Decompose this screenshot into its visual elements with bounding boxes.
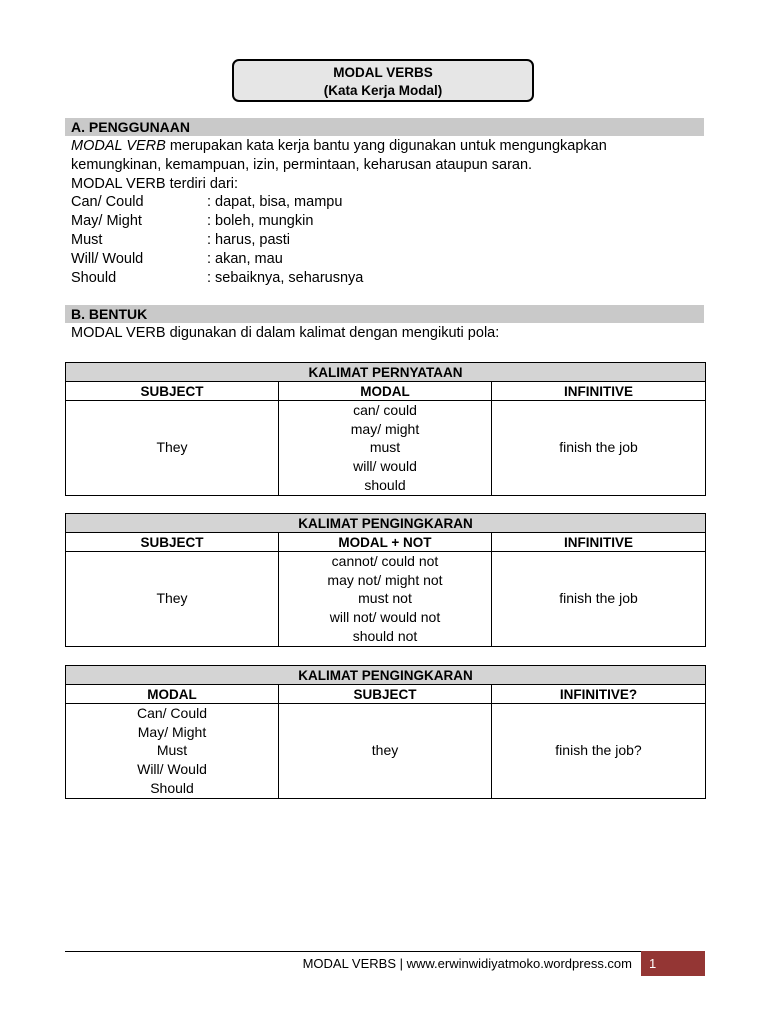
- table-cell: [66, 401, 279, 496]
- cell-line: can/ could: [353, 402, 417, 418]
- cell-line: They: [156, 590, 188, 607]
- pattern-table: [65, 665, 706, 799]
- definition-meaning: : harus, pasti: [207, 232, 291, 248]
- cell-line: must not: [358, 590, 412, 607]
- table-column-header: SUBJECT: [66, 382, 279, 401]
- cell-line: finish the job?: [555, 742, 642, 759]
- section-a-intro-line2: kemungkinan, kemampuan, izin, permintaan, keharusan ataupun saran.: [71, 157, 533, 173]
- modal-verb-term: MODAL VERB: [71, 138, 166, 154]
- cell-line: Can/ Could: [136, 705, 208, 721]
- table-cell: [492, 552, 706, 647]
- section-b-heading: B. BENTUK: [65, 305, 704, 323]
- definition-meaning: : sebaiknya, seharusnya: [207, 270, 364, 286]
- intro-line1-rest: merupakan kata kerja bantu yang digunakan untuk mengungkapkan: [165, 138, 607, 154]
- table-column-header: MODAL + NOT: [279, 533, 492, 552]
- table-cell: [279, 552, 492, 647]
- definition-meaning: : dapat, bisa, mampu: [207, 194, 343, 210]
- table-column-header: SUBJECT: [66, 533, 279, 552]
- table-cell: [492, 401, 706, 496]
- cell-line: may/ might: [350, 420, 420, 437]
- definition-meaning: : boleh, mungkin: [207, 213, 314, 229]
- cell-line: They: [156, 439, 188, 456]
- definition-term: Should: [71, 270, 117, 286]
- table-row: [66, 401, 706, 496]
- cell-line: will not/ would not: [329, 609, 441, 626]
- cell-line: should: [364, 476, 406, 493]
- definition-term: Can/ Could: [71, 194, 144, 210]
- table-column-header: INFINITIVE: [492, 533, 706, 552]
- definition-term: Must: [71, 232, 103, 248]
- cell-line: they: [371, 742, 399, 759]
- cell-line: Must: [156, 742, 188, 759]
- page-number: 1: [641, 951, 705, 976]
- cell-line: Will/ Would: [137, 761, 207, 778]
- section-a-consists-of: MODAL VERB terdiri dari:: [71, 176, 239, 192]
- table-cell: [66, 704, 279, 799]
- footer-text: MODAL VERBS | www.erwinwidiyatmoko.wordpress.com: [302, 956, 632, 971]
- table-column-header: SUBJECT: [279, 685, 492, 704]
- cell-line: finish the job: [559, 590, 638, 607]
- footer-rule: [65, 951, 641, 952]
- section-a-heading: A. PENGGUNAAN: [65, 118, 704, 136]
- table-cell: [279, 704, 492, 799]
- cell-line: must: [369, 439, 401, 456]
- table-row: [66, 704, 706, 799]
- cell-line: May/ Might: [137, 723, 207, 740]
- table-caption: KALIMAT PENGINGKARAN: [66, 666, 706, 685]
- definition-meaning: : akan, mau: [207, 251, 283, 267]
- table-column-header: MODAL: [279, 382, 492, 401]
- table-column-header: INFINITIVE: [492, 382, 706, 401]
- cell-line: will/ would: [353, 458, 417, 475]
- cell-line: may not/ might not: [327, 571, 443, 588]
- section-a-intro-line1: [71, 137, 697, 156]
- document-subtitle: (Kata Kerja Modal): [323, 83, 443, 98]
- definition-term: May/ Might: [71, 213, 142, 229]
- table-column-header: MODAL: [66, 685, 279, 704]
- document-title: MODAL VERBS: [333, 65, 433, 80]
- table-row: [66, 552, 706, 647]
- definition-term: Will/ Would: [71, 251, 144, 267]
- section-b-intro: MODAL VERB digunakan di dalam kalimat dengan mengikuti pola:: [71, 325, 500, 341]
- table-caption: KALIMAT PENGINGKARAN: [66, 514, 706, 533]
- cell-line: finish the job: [559, 439, 638, 456]
- document-title-box: [232, 59, 534, 102]
- cell-line: cannot/ could not: [331, 553, 439, 569]
- cell-line: Should: [150, 779, 194, 796]
- table-cell: [279, 401, 492, 496]
- cell-line: should not: [352, 627, 418, 644]
- table-cell: [66, 552, 279, 647]
- pattern-table: [65, 362, 706, 496]
- pattern-table: [65, 513, 706, 647]
- table-column-header: INFINITIVE?: [492, 685, 706, 704]
- table-cell: [492, 704, 706, 799]
- table-caption: KALIMAT PERNYATAAN: [66, 363, 706, 382]
